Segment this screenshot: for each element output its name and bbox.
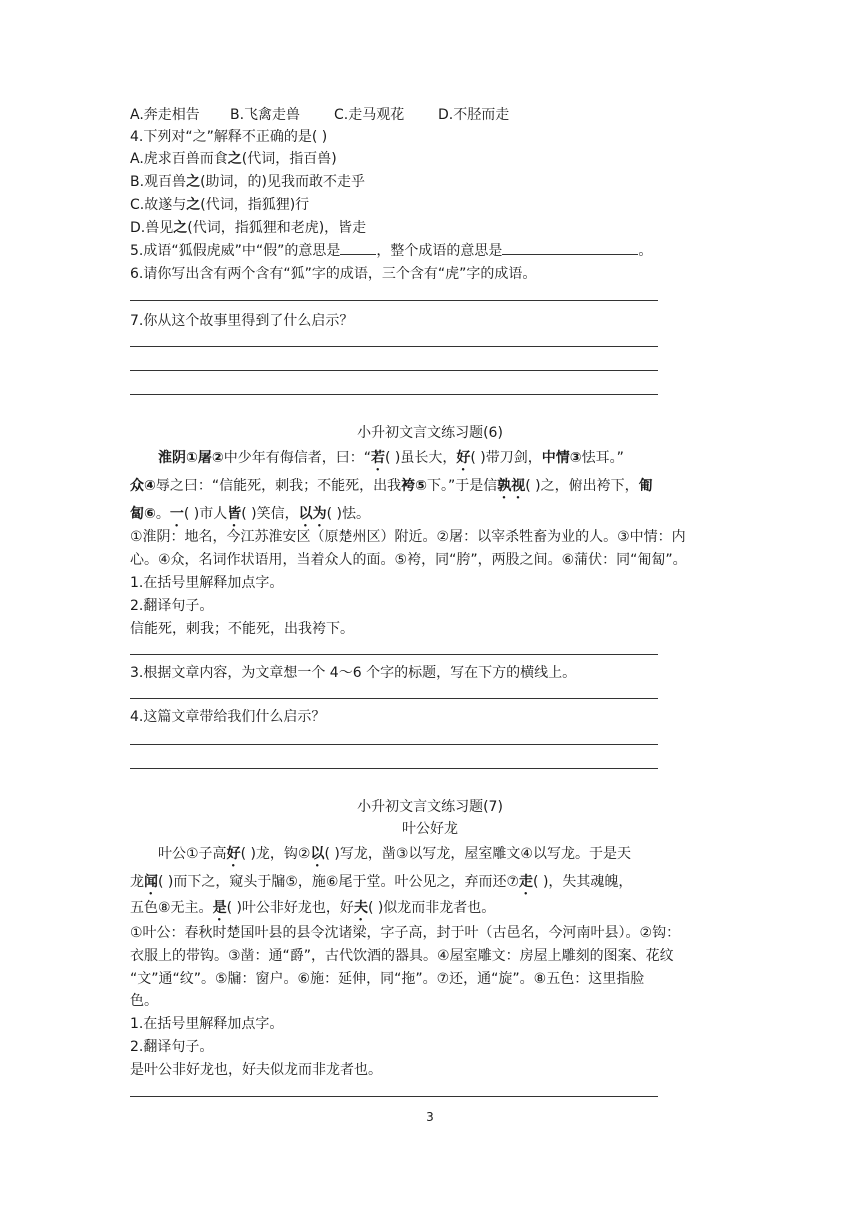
- option-a: A.奔走相告: [130, 107, 200, 123]
- bold-text: 淮阴①屠②: [158, 450, 224, 466]
- s7-note-line-4: 色。: [130, 993, 158, 1009]
- q4-option-c: [130, 194, 730, 216]
- s7-q2-sentence: 是叶公非好龙也，好夫似龙而非龙者也。: [130, 1062, 382, 1078]
- text: ( )带刀剑，: [470, 450, 542, 466]
- s6-note-line-2: 心。④众，名词作状语用，当着众人的面。⑤袴，同“胯”，两股之间。⑥蒲伏：同“匍匐”。: [130, 552, 687, 568]
- answer-line[interactable]: [130, 1096, 658, 1097]
- dotted-char: 是: [212, 900, 227, 916]
- s6-question-1: 1.在括号里解释加点字。: [130, 575, 284, 591]
- question-7: 7.你从这个故事里得到了什么启示？: [130, 313, 354, 329]
- answer-line[interactable]: [130, 300, 658, 301]
- answer-line[interactable]: [130, 768, 658, 769]
- page-number: 3: [426, 1110, 434, 1124]
- dotted-char: 皆: [227, 506, 242, 522]
- text: ( )市人: [183, 506, 228, 522]
- s6-question-3: 3.根据文章内容，为文章想一个 4～6 个字的标题，写在下方的横线上。: [130, 665, 577, 681]
- option-d: D.不胫而走: [438, 107, 510, 123]
- dotted-char: 夫: [353, 900, 368, 916]
- dotted-char: 以为: [298, 506, 327, 522]
- s7-passage-line-3: [130, 896, 730, 924]
- question-6: 6.请你写出含有两个含有“狐”字的成语，三个含有“虎”字的成语。: [130, 266, 537, 282]
- text: ( )虽长大，: [384, 450, 457, 466]
- key-char: 之: [227, 151, 242, 167]
- answer-line[interactable]: [130, 370, 658, 371]
- answer-line[interactable]: [130, 394, 658, 395]
- text: ( )之，俯出袴下，: [525, 478, 639, 494]
- bold-text: 中情③: [541, 450, 582, 466]
- text: 中少年有侮信者，曰：“: [223, 450, 371, 466]
- s7-note-line-1: ①叶公：春秋时楚国叶县的县令沈诸梁，字子高，封于叶（古邑名，今河南叶县）。②钩：: [130, 925, 681, 941]
- dotted-char: 若: [370, 450, 385, 466]
- s7-passage-line-2: [130, 870, 730, 898]
- text: 5.成语“狐假虎威”中“假”的意思是: [130, 243, 341, 259]
- text: 下。”于是信: [426, 478, 498, 494]
- text: ( )怯。: [326, 506, 370, 522]
- text: 辱之曰：“信能死，刺我；不能死，出我: [155, 478, 402, 494]
- dotted-char: 以: [310, 846, 325, 862]
- answer-blank[interactable]: [502, 240, 638, 255]
- dotted-char: 走: [519, 874, 534, 890]
- key-char: 之: [173, 220, 188, 236]
- s6-passage-line-1: [130, 446, 730, 474]
- answer-line[interactable]: [130, 346, 658, 347]
- s6-question-4: 4.这篇文章带给我们什么启示？: [130, 709, 326, 725]
- s6-q2-sentence: 信能死，刺我；不能死，出我袴下。: [130, 621, 354, 637]
- bold-text: 匍: [638, 478, 653, 494]
- option-c: C.走马观花: [334, 107, 405, 123]
- bold-text: 袴⑤: [401, 478, 427, 494]
- s7-note-line-3: “文”通“纹”。⑤牖：窗户。⑥施：延伸，同“拖”。⑦还，通“旋”。⑧五色：这里指脸: [130, 971, 645, 987]
- s7-note-line-2: 衣服上的带钩。③凿：通“爵”，古代饮酒的器具。④屋室雕文：房屋上雕刻的图案、花纹: [130, 948, 674, 964]
- text: ( )叶公非好龙也，好: [226, 900, 354, 916]
- text: 。: [155, 506, 170, 522]
- q3-options: [130, 104, 730, 126]
- dotted-char: 孰视: [497, 478, 526, 494]
- q4-option-b: [130, 171, 730, 193]
- key-char: 之: [186, 197, 201, 213]
- section-7-subtitle: 叶公好龙: [402, 821, 458, 837]
- question-4: 4.下列对“之”解释不正确的是( ): [130, 129, 328, 145]
- question-5: [130, 240, 730, 262]
- text: A.虎求百兽而食: [130, 151, 228, 167]
- text: D.兽见: [130, 220, 174, 236]
- section-7-title: 小升初文言文练习题(7): [357, 799, 503, 815]
- text: ，整个成语的意思是: [376, 243, 503, 259]
- dotted-char: 闻: [144, 874, 158, 890]
- text: ( )写龙，凿③以写龙，屋室雕文④以写龙。于是天: [324, 846, 631, 862]
- text: C.故遂与: [130, 197, 187, 213]
- dotted-char: 好: [456, 450, 471, 466]
- text: B.观百兽: [130, 174, 187, 190]
- text: (助词，的)见我而敢不走乎: [200, 174, 365, 190]
- s6-note-line-1: ①淮阴：地名，今江苏淮安区（原楚州区）附近。②屠：以宰杀牲畜为业的人。③中情：内: [130, 529, 686, 545]
- text: (代词，指百兽): [241, 151, 337, 167]
- option-b: B.飞禽走兽: [230, 107, 301, 123]
- s7-question-1: 1.在括号里解释加点字。: [130, 1016, 284, 1032]
- text: ( )，失其魂魄，: [533, 874, 633, 890]
- answer-line[interactable]: [130, 698, 658, 699]
- text: (代词，指狐狸)行: [200, 197, 310, 213]
- s6-passage-line-2: [130, 474, 730, 502]
- q4-option-d: [130, 217, 730, 239]
- bold-text: 匐⑥: [130, 506, 156, 522]
- text: ( )而下之，窥头于牖⑤，施⑥尾于堂。叶公见之，弃而还⑦: [158, 874, 520, 890]
- text: ( )龙，钩②: [240, 846, 311, 862]
- text: ( )似龙而非龙者也。: [367, 900, 496, 916]
- text: 叶公①子高: [158, 846, 227, 862]
- s7-passage-line-1: [130, 842, 730, 870]
- answer-line[interactable]: [130, 744, 658, 745]
- text: 龙: [130, 874, 144, 890]
- text: ( )笑信，: [241, 506, 299, 522]
- bold-text: 众④: [130, 478, 156, 494]
- s6-question-2: 2.翻译句子。: [130, 598, 214, 614]
- text: 五色⑧无主。: [130, 900, 213, 916]
- text: (代词，指狐狸和老虎)，皆走: [187, 220, 367, 236]
- answer-blank[interactable]: [340, 240, 376, 255]
- q4-option-a: [130, 148, 730, 170]
- dotted-char: 一: [169, 506, 184, 522]
- dotted-char: 好: [226, 846, 241, 862]
- text: 。: [638, 243, 653, 259]
- answer-line[interactable]: [130, 654, 658, 655]
- text: 怯耳。”: [581, 450, 624, 466]
- section-6-title: 小升初文言文练习题(6): [357, 425, 503, 441]
- s7-question-2: 2.翻译句子。: [130, 1039, 214, 1055]
- key-char: 之: [186, 174, 201, 190]
